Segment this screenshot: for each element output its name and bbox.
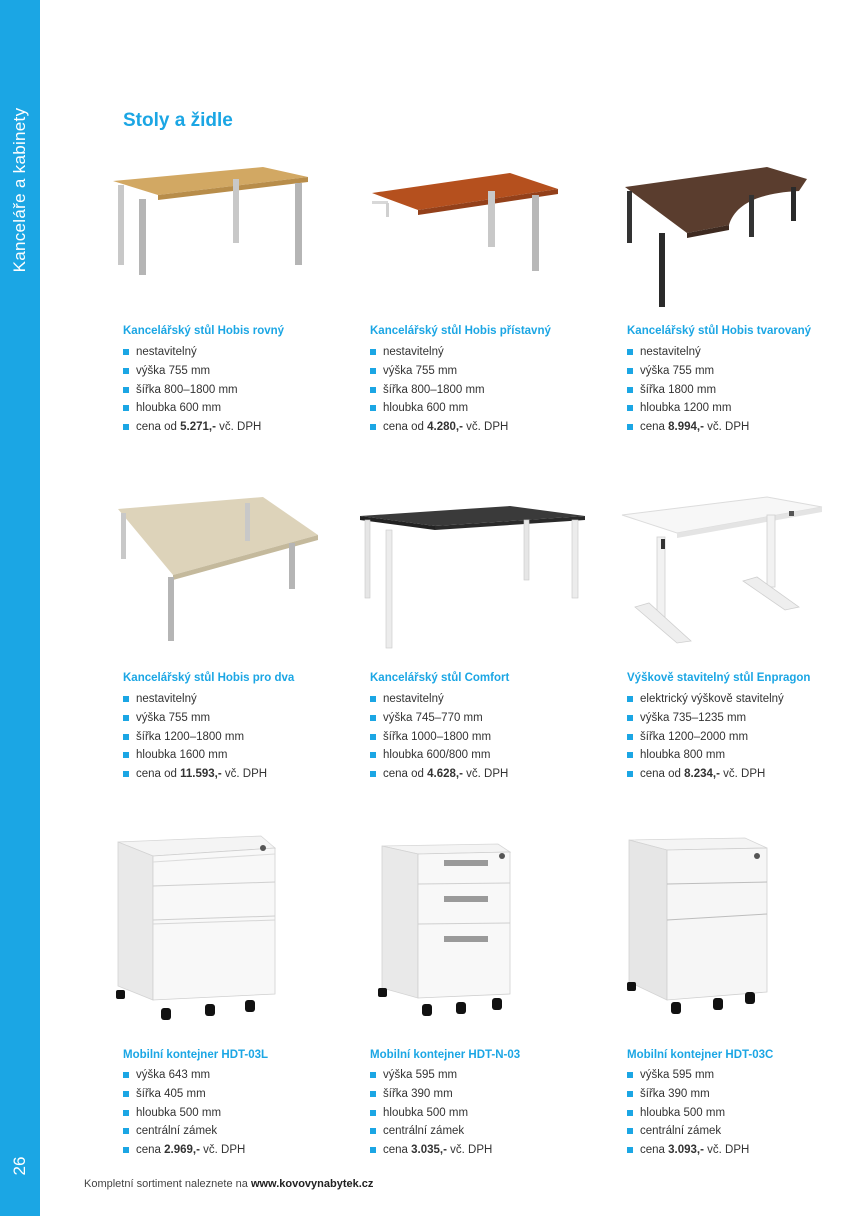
- product-name: Kancelářský stůl Hobis rovný: [123, 325, 285, 337]
- price-value: 4.280,-: [427, 421, 463, 434]
- spec-item: výška 755 mm: [123, 362, 261, 381]
- spec-item: šířka 1800 mm: [627, 381, 749, 400]
- spec-list: [370, 343, 508, 437]
- spec-item: nestavitelný: [627, 343, 749, 362]
- spec-list: [370, 1066, 492, 1160]
- corner-desk-image: [617, 165, 847, 310]
- price-item: cena od 4.280,- vč. DPH: [370, 418, 508, 437]
- price-value: 4.628,-: [427, 768, 463, 781]
- standing-desk-image: [617, 495, 847, 645]
- spec-item: šířka 405 mm: [123, 1085, 245, 1104]
- spec-item: nestavitelný: [123, 690, 267, 709]
- spec-item: nestavitelný: [123, 343, 261, 362]
- price-item: cena od 5.271,- vč. DPH: [123, 418, 261, 437]
- spec-item: výška 755 mm: [370, 362, 508, 381]
- spec-item: hloubka 800 mm: [627, 746, 784, 765]
- spec-item: nestavitelný: [370, 690, 508, 709]
- double-desk-image: [113, 495, 343, 645]
- spec-list: [627, 1066, 749, 1160]
- spec-list: [627, 690, 784, 784]
- spec-item: hloubka 1200 mm: [627, 399, 749, 418]
- spec-list: [370, 690, 508, 784]
- spec-item: výška 755 mm: [123, 709, 267, 728]
- spec-item: centrální zámek: [370, 1122, 492, 1141]
- section-sidebar: [0, 0, 40, 1216]
- page-number: 26: [10, 1156, 29, 1176]
- price-item: cena od 8.234,- vč. DPH: [627, 765, 784, 784]
- price-value: 11.593,-: [180, 768, 222, 781]
- pedestal-n03-image: [360, 838, 590, 1028]
- price-value: 8.994,-: [668, 421, 704, 434]
- spec-item: hloubka 600/800 mm: [370, 746, 508, 765]
- spec-item: centrální zámek: [123, 1122, 245, 1141]
- spec-item: hloubka 1600 mm: [123, 746, 267, 765]
- spec-item: výška 735–1235 mm: [627, 709, 784, 728]
- price-item: cena 8.994,- vč. DPH: [627, 418, 749, 437]
- product-name: Kancelářský stůl Comfort: [370, 672, 510, 684]
- footer-note: [84, 1178, 373, 1190]
- product-name: Mobilní kontejner HDT-03C: [627, 1049, 774, 1061]
- extension-desk-image: [360, 165, 590, 275]
- price-value: 2.969,-: [164, 1144, 200, 1157]
- spec-item: výška 595 mm: [370, 1066, 492, 1085]
- spec-item: hloubka 600 mm: [123, 399, 261, 418]
- spec-item: šířka 1200–2000 mm: [627, 728, 784, 747]
- product-name: Výškově stavitelný stůl Enpragon: [627, 672, 811, 684]
- price-value: 8.234,-: [684, 768, 720, 781]
- price-item: cena 2.969,- vč. DPH: [123, 1141, 245, 1160]
- pedestal-03c-image: [617, 832, 847, 1022]
- footer-website-link[interactable]: www.kovovynabytek.cz: [250, 1178, 374, 1190]
- spec-list: [123, 343, 261, 437]
- spec-item: hloubka 600 mm: [370, 399, 508, 418]
- straight-desk-image: [113, 165, 343, 275]
- spec-item: výška 643 mm: [123, 1066, 245, 1085]
- page-title: Stoly a židle: [123, 110, 233, 131]
- product-name: Mobilní kontejner HDT-N-03: [370, 1049, 521, 1061]
- comfort-desk-image: [360, 500, 590, 650]
- pedestal-03l-image: [113, 832, 343, 1027]
- spec-item: elektrický výškově stavitelný: [627, 690, 784, 709]
- price-item: cena 3.035,- vč. DPH: [370, 1141, 492, 1160]
- price-value: 3.035,-: [411, 1144, 447, 1157]
- price-item: cena od 11.593,- vč. DPH: [123, 765, 267, 784]
- product-name: Mobilní kontejner HDT-03L: [123, 1049, 269, 1061]
- spec-item: výška 745–770 mm: [370, 709, 508, 728]
- price-value: 5.271,-: [180, 421, 216, 434]
- spec-item: hloubka 500 mm: [627, 1104, 749, 1123]
- spec-item: šířka 390 mm: [370, 1085, 492, 1104]
- price-item: cena 3.093,- vč. DPH: [627, 1141, 749, 1160]
- product-name: Kancelářský stůl Hobis tvarovaný: [627, 325, 812, 337]
- product-name: Kancelářský stůl Hobis pro dva: [123, 672, 295, 684]
- footer-text: Kompletní sortiment naleznete na: [84, 1178, 251, 1190]
- spec-item: výška 595 mm: [627, 1066, 749, 1085]
- spec-item: šířka 1000–1800 mm: [370, 728, 508, 747]
- spec-item: šířka 800–1800 mm: [123, 381, 261, 400]
- spec-item: šířka 390 mm: [627, 1085, 749, 1104]
- price-item: cena od 4.628,- vč. DPH: [370, 765, 508, 784]
- spec-item: nestavitelný: [370, 343, 508, 362]
- spec-list: [627, 343, 749, 437]
- price-value: 3.093,-: [668, 1144, 704, 1157]
- spec-item: hloubka 500 mm: [123, 1104, 245, 1123]
- spec-item: šířka 800–1800 mm: [370, 381, 508, 400]
- product-name: Kancelářský stůl Hobis přístavný: [370, 325, 551, 337]
- spec-list: [123, 1066, 245, 1160]
- spec-item: centrální zámek: [627, 1122, 749, 1141]
- spec-list: [123, 690, 267, 784]
- section-label: Kanceláře a kabinety: [10, 107, 29, 273]
- spec-item: výška 755 mm: [627, 362, 749, 381]
- spec-item: hloubka 500 mm: [370, 1104, 492, 1123]
- spec-item: šířka 1200–1800 mm: [123, 728, 267, 747]
